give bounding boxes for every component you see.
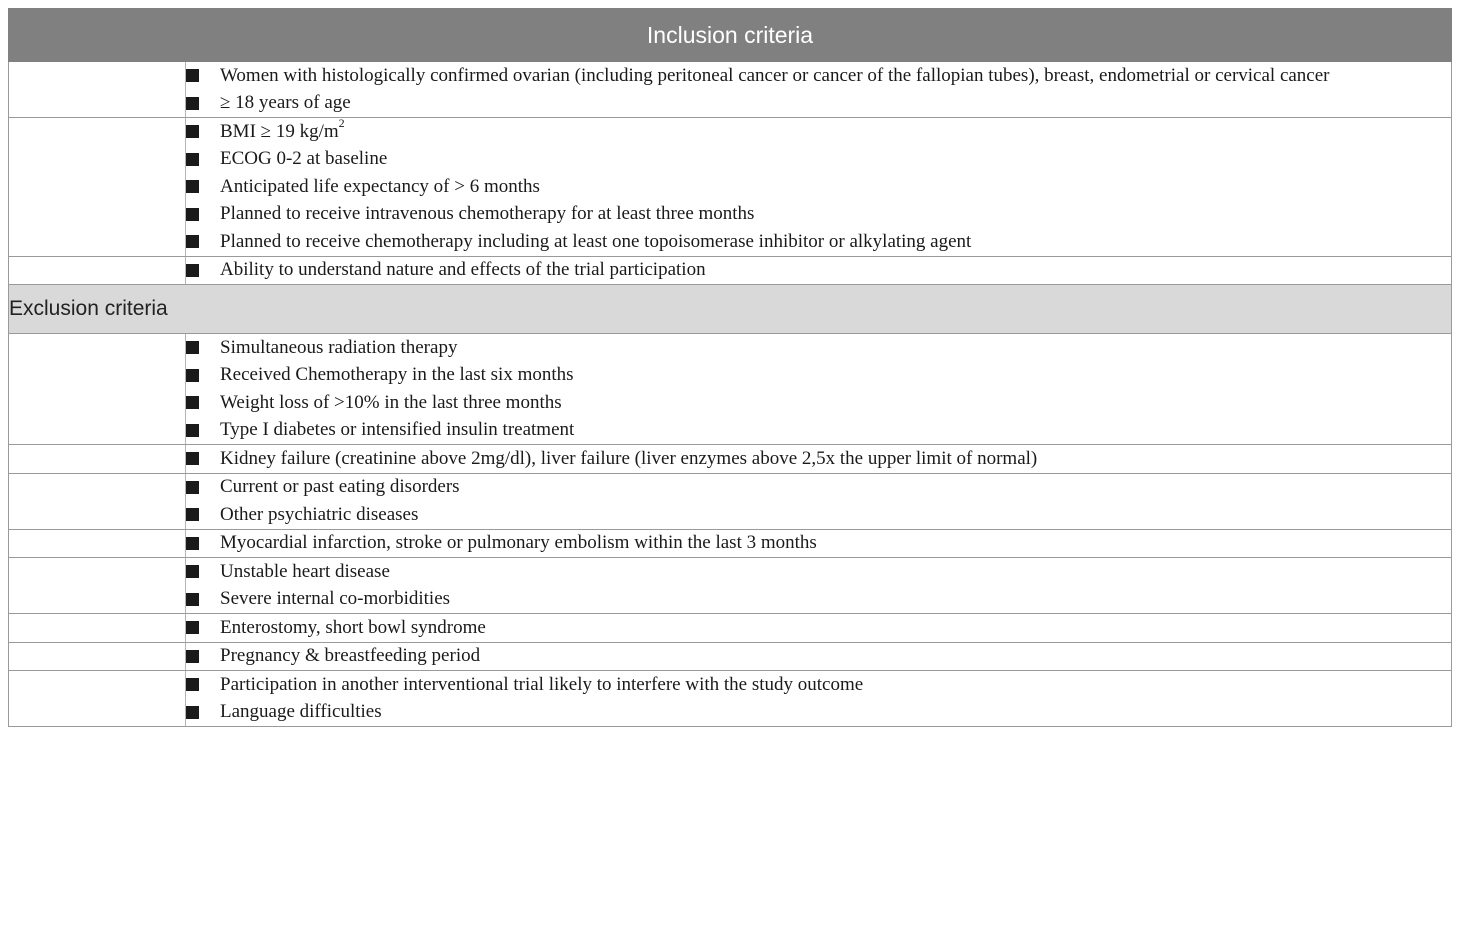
criteria-cell <box>186 334 1452 445</box>
criterion-text: Planned to receive intravenous chemotherapy for at least three months <box>220 203 755 225</box>
row-label-cell <box>9 642 186 671</box>
table-row <box>9 62 1452 118</box>
black-square-icon <box>186 508 199 521</box>
list-item <box>186 334 1451 362</box>
criteria-cell <box>186 445 1452 474</box>
list-item <box>186 389 1451 417</box>
table-row <box>9 256 1452 285</box>
exclusion-header-row <box>9 285 1452 334</box>
list-item <box>186 62 1451 90</box>
black-square-icon <box>186 593 199 606</box>
row-label-cell <box>9 118 186 257</box>
criteria-cell <box>186 671 1452 727</box>
criteria-cell <box>186 614 1452 643</box>
criterion-text: Planned to receive chemotherapy including at least one topoisomerase inhibitor or alkylating agent <box>220 230 972 252</box>
table-row <box>9 473 1452 529</box>
row-label-cell <box>9 473 186 529</box>
exclusion-criteria-heading: Exclusion criteria <box>9 285 1452 334</box>
list-item <box>186 643 1451 671</box>
list-item <box>186 362 1451 390</box>
criterion-text: Other psychiatric diseases <box>220 503 419 525</box>
table-row <box>9 445 1452 474</box>
criterion-text: Language difficulties <box>220 701 382 723</box>
list-item <box>186 586 1451 614</box>
list-item <box>186 228 1451 256</box>
black-square-icon <box>186 424 199 437</box>
black-square-icon <box>186 650 199 663</box>
list-item <box>186 257 1451 285</box>
black-square-icon <box>186 235 199 248</box>
criterion-text: Received Chemotherapy in the last six months <box>220 364 574 386</box>
criteria-cell <box>186 642 1452 671</box>
black-square-icon <box>186 125 199 138</box>
criteria-cell <box>186 118 1452 257</box>
table-row <box>9 118 1452 257</box>
list-item <box>186 474 1451 502</box>
criterion-text: Unstable heart disease <box>220 560 390 582</box>
list-item <box>186 671 1451 699</box>
black-square-icon <box>186 537 199 550</box>
criteria-cell <box>186 62 1452 118</box>
list-item <box>186 173 1451 201</box>
criterion-text: ECOG 0-2 at baseline <box>220 148 388 170</box>
table-row <box>9 671 1452 727</box>
criterion-text: Ability to understand nature and effects of the trial participation <box>220 259 706 281</box>
black-square-icon <box>186 97 199 110</box>
criterion-text: Enterostomy, short bowl syndrome <box>220 616 486 638</box>
criterion-text: Participation in another interventional trial likely to interfere with the study outcome <box>220 673 864 695</box>
list-item <box>186 445 1451 473</box>
list-item <box>186 614 1451 642</box>
black-square-icon <box>186 678 199 691</box>
criterion-text: Anticipated life expectancy of > 6 months <box>220 175 540 197</box>
criterion-text: Current or past eating disorders <box>220 476 460 498</box>
black-square-icon <box>186 706 199 719</box>
row-label-cell <box>9 445 186 474</box>
criteria-table <box>8 8 1452 727</box>
black-square-icon <box>186 369 199 382</box>
black-square-icon <box>186 452 199 465</box>
criterion-text: Simultaneous radiation therapy <box>220 336 458 358</box>
row-label-cell <box>9 334 186 445</box>
table-row <box>9 334 1452 445</box>
superscript: 2 <box>338 116 345 131</box>
table-row <box>9 558 1452 614</box>
black-square-icon <box>186 208 199 221</box>
inclusion-criteria-heading: Inclusion criteria <box>9 9 1452 62</box>
criterion-text: BMI ≥ 19 kg/m <box>220 120 339 142</box>
criterion-text: Type I diabetes or intensified insulin treatment <box>220 419 575 441</box>
black-square-icon <box>186 180 199 193</box>
list-item <box>186 558 1451 586</box>
black-square-icon <box>186 565 199 578</box>
row-label-cell <box>9 558 186 614</box>
criterion-text: Kidney failure (creatinine above 2mg/dl), liver failure (liver enzymes above 2,5x the upper limit of normal) <box>220 447 1038 469</box>
list-item <box>186 201 1451 229</box>
black-square-icon <box>186 264 199 277</box>
criteria-cell <box>186 558 1452 614</box>
row-label-cell <box>9 671 186 727</box>
table-row <box>9 642 1452 671</box>
criteria-cell <box>186 256 1452 285</box>
row-label-cell <box>9 529 186 558</box>
black-square-icon <box>186 153 199 166</box>
black-square-icon <box>186 396 199 409</box>
criterion-text: Women with histologically confirmed ovarian (including peritoneal cancer or cancer of the fallopian tubes), breast, endometrial or cervical cancer <box>220 64 1330 86</box>
row-label-cell <box>9 614 186 643</box>
list-item <box>186 699 1451 727</box>
criterion-text: Weight loss of >10% in the last three months <box>220 391 562 413</box>
list-item <box>186 90 1451 118</box>
criterion-text: ≥ 18 years of age <box>220 92 351 114</box>
table-row <box>9 614 1452 643</box>
criteria-cell <box>186 473 1452 529</box>
criterion-text: Pregnancy & breastfeeding period <box>220 645 481 667</box>
inclusion-header-row <box>9 9 1452 62</box>
black-square-icon <box>186 481 199 494</box>
list-item <box>186 530 1451 558</box>
black-square-icon <box>186 69 199 82</box>
row-label-cell <box>9 256 186 285</box>
list-item <box>186 118 1451 146</box>
row-label-cell <box>9 62 186 118</box>
list-item <box>186 417 1451 445</box>
criterion-text: Myocardial infarction, stroke or pulmonary embolism within the last 3 months <box>220 532 817 554</box>
black-square-icon <box>186 341 199 354</box>
list-item <box>186 501 1451 529</box>
table-row <box>9 529 1452 558</box>
list-item <box>186 146 1451 174</box>
black-square-icon <box>186 621 199 634</box>
criterion-text: Severe internal co-morbidities <box>220 588 451 610</box>
criteria-cell <box>186 529 1452 558</box>
